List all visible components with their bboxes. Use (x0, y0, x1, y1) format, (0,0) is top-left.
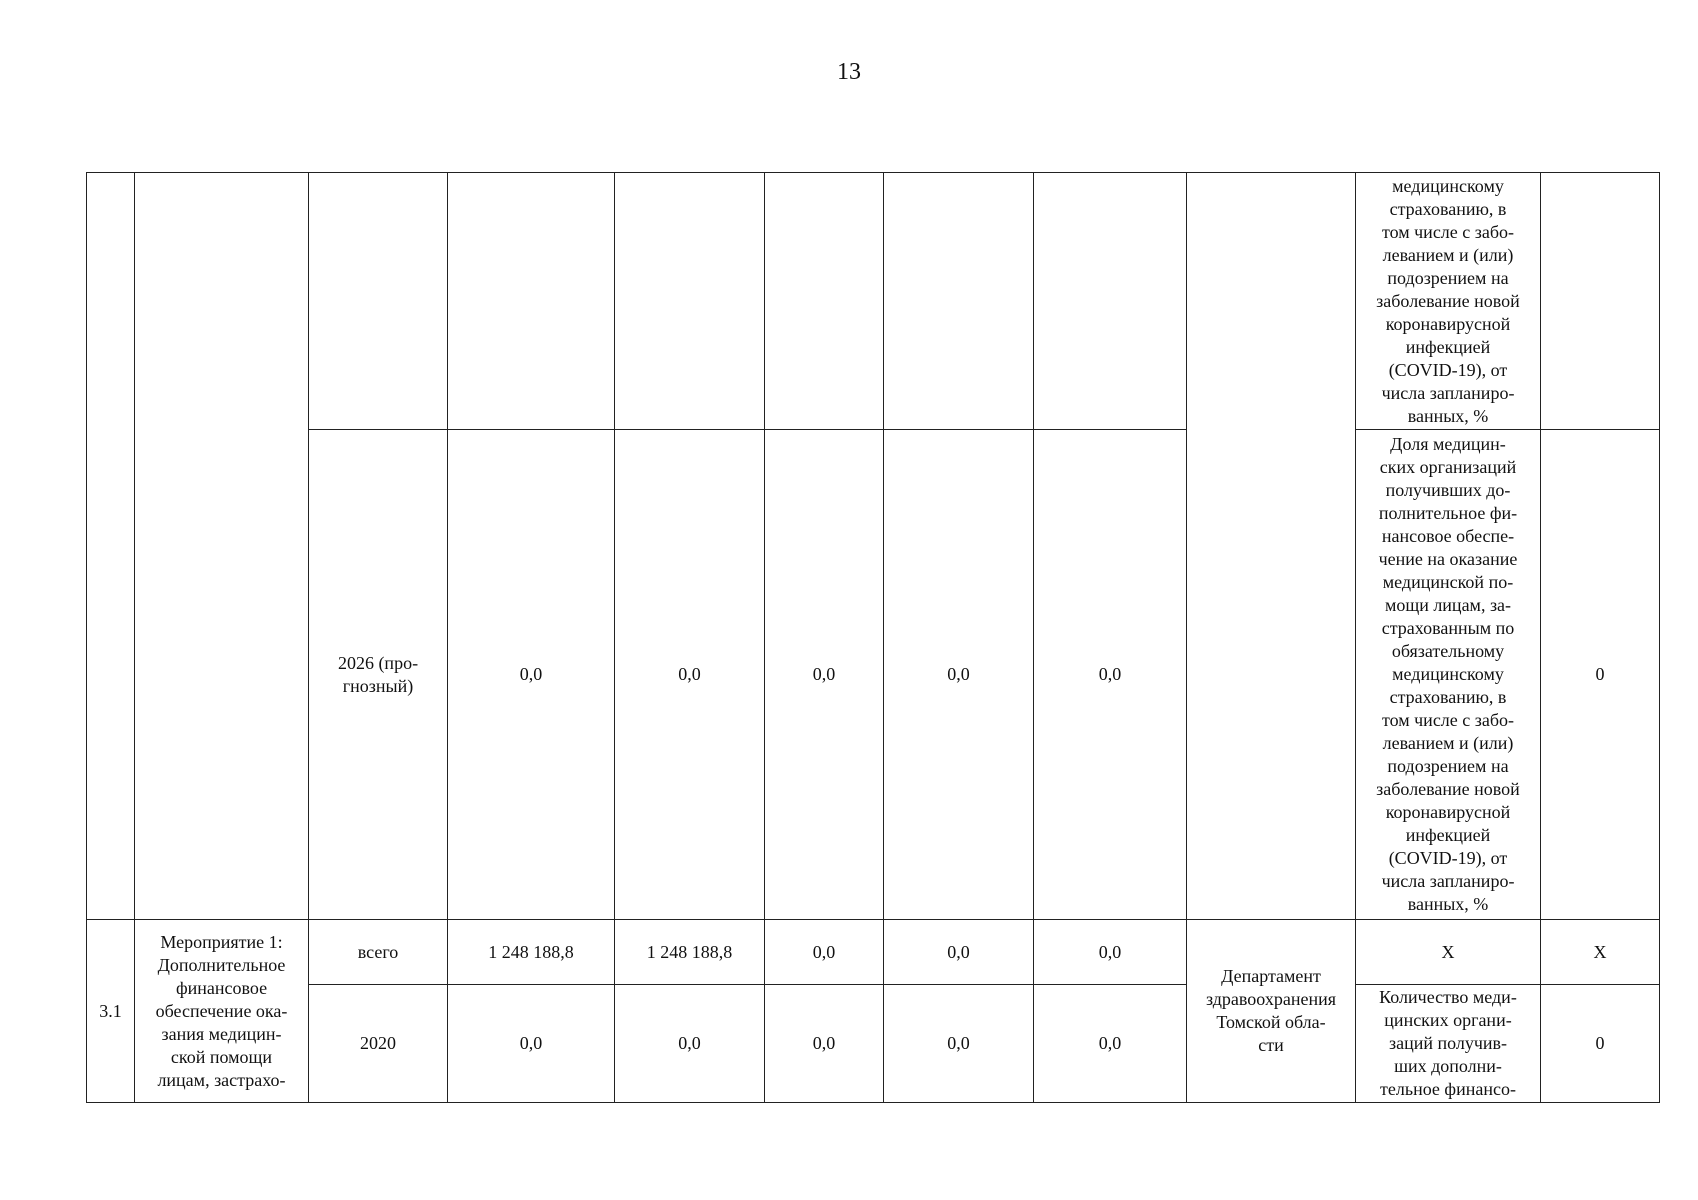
indicator-text: Доля медицин- ских организаций получивших до- полнительное фи- нансовое обеспе- чение на оказание медицинской по- мощи лицам, за- страхованным по обязательному медицинскому страхованию, в том числе с забо- леванием и (или) подозрением на заболевание новой коронавирусной инфекцией (COVID-19), от числа запланиро- ванных, % (1376, 434, 1520, 914)
table-row (87, 173, 1660, 430)
value-cell: 0,0 (765, 985, 884, 1103)
value-cell (884, 173, 1034, 430)
value-cell: 0,0 (615, 430, 765, 920)
value-cell: 0,0 (1034, 430, 1187, 920)
value-cell (765, 173, 884, 430)
measure-name-cell (135, 173, 309, 920)
indicator-text: медицинскому страхованию, в том числе с забо- леванием и (или) подозрением на заболевание новой коронавирусной инфекцией (COVID-19), от числа запланиро- ванных, % (1376, 175, 1520, 426)
page-number: 13 (837, 59, 861, 85)
executor-text: Департамент здравоохранения Томской обла- сти (1205, 966, 1337, 1055)
table-row (87, 920, 1660, 985)
value-cell: 0,0 (448, 985, 615, 1103)
value-cell: 0,0 (1034, 920, 1187, 985)
measure-name-text: Мероприятие 1: Дополнительное финансовое обеспечение ока- зания медицин- ской помощи лицам, застрахо- (155, 931, 288, 1090)
value-cell: 0,0 (765, 920, 884, 985)
value-cell: 0,0 (765, 430, 884, 920)
value-cell: 1 248 188,8 (448, 920, 615, 985)
table-row (87, 985, 1660, 1103)
executor-cell (1187, 920, 1356, 1103)
indicator-value-cell: 0 (1541, 985, 1660, 1103)
period-cell (309, 173, 448, 430)
indicator-cell (1356, 985, 1541, 1103)
program-table (86, 172, 1660, 1103)
value-cell: 1 248 188,8 (615, 920, 765, 985)
period-cell: всего (309, 920, 448, 985)
value-cell: 0,0 (1034, 985, 1187, 1103)
indicator-cell: Х (1356, 920, 1541, 985)
indicator-cell (1356, 173, 1541, 430)
table-row (87, 430, 1660, 920)
value-cell (448, 173, 615, 430)
value-cell: 0,0 (884, 985, 1034, 1103)
period-cell: 2020 (309, 985, 448, 1103)
measure-name-cell (135, 920, 309, 1103)
indicator-value-cell: 0 (1541, 430, 1660, 920)
indicator-text: Количество меди- цинских органи- заций получив- ших дополни- тельное финансо- (1379, 987, 1517, 1099)
value-cell: 0,0 (615, 985, 765, 1103)
row-number-cell: 3.1 (87, 920, 135, 1103)
value-cell: 0,0 (884, 920, 1034, 985)
indicator-cell (1356, 430, 1541, 920)
row-number-cell (87, 173, 135, 920)
value-cell (615, 173, 765, 430)
period-text: 2026 (про- гнозный) (337, 652, 419, 696)
value-cell (1034, 173, 1187, 430)
period-cell (309, 430, 448, 920)
indicator-value-cell: Х (1541, 920, 1660, 985)
executor-cell (1187, 173, 1356, 920)
value-cell: 0,0 (884, 430, 1034, 920)
indicator-value-cell (1541, 173, 1660, 430)
value-cell: 0,0 (448, 430, 615, 920)
